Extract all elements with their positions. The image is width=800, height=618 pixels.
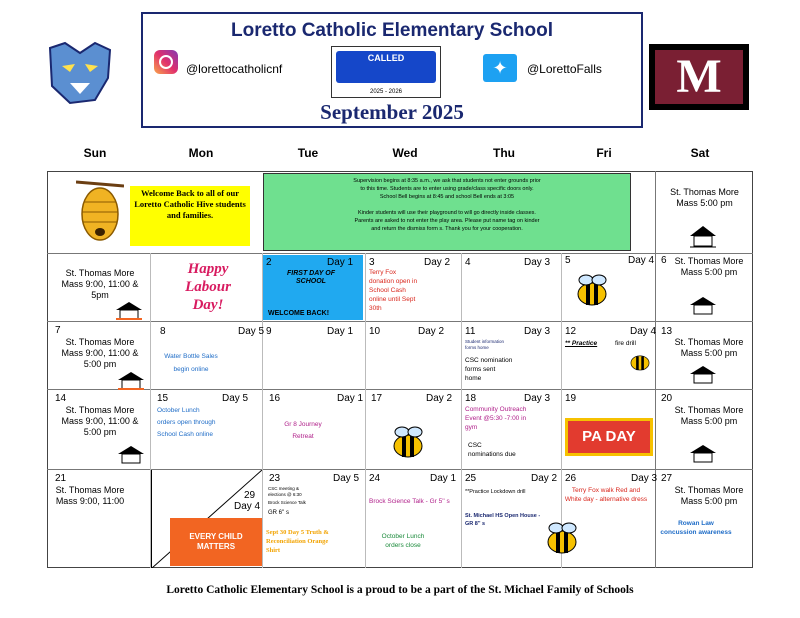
event-text: Brock Science Talk bbox=[268, 500, 306, 505]
rotation-day: Day 5 bbox=[333, 473, 360, 484]
rotation-day: Day 4 bbox=[630, 326, 657, 337]
rotation-day: Day 2 bbox=[418, 326, 445, 337]
date-number: 3 bbox=[369, 257, 375, 268]
event-text: Terry Fox donation open in School Cash online until Sept 30th bbox=[369, 269, 418, 312]
called-logo-year: 2025 - 2026 bbox=[369, 89, 403, 95]
rotation-day: Day 3 bbox=[524, 326, 551, 337]
date-number: 10 bbox=[369, 326, 381, 337]
bee-icon bbox=[570, 274, 614, 308]
mass-time: St. Thomas More Mass 5:00 pm bbox=[674, 485, 744, 506]
event-text: St. Michael HS Open House - GR 8'' s bbox=[465, 513, 541, 527]
called-logo bbox=[331, 46, 441, 98]
notice-line: to this time. Students are to enter using grade/class specific doors only. bbox=[360, 186, 534, 192]
every-child-text: EVERY CHILD MATTERS bbox=[189, 532, 243, 551]
date-number: 13 bbox=[661, 326, 673, 337]
church-icon bbox=[118, 446, 144, 464]
event-text: CSC nominations due bbox=[468, 442, 516, 458]
weekday-fri: Fri bbox=[596, 146, 612, 160]
col-divider bbox=[561, 253, 562, 568]
event-text: FIRST DAY OF SCHOOL bbox=[287, 270, 335, 285]
event-text: Community Outreach Event @5:30 -7:00 in gym bbox=[465, 406, 527, 431]
wildcat-logo bbox=[40, 38, 120, 108]
instagram-handle[interactable]: @lorettocatholicnf bbox=[186, 62, 283, 76]
col-divider bbox=[461, 253, 462, 568]
date-number: 27 bbox=[661, 473, 673, 484]
event-text: Sept 30 Day 5 Truth & Reconciliation Orange Shirt bbox=[266, 529, 329, 554]
rotation-day: Day 3 bbox=[524, 257, 551, 268]
date-number: 29 bbox=[244, 490, 256, 501]
notice-line: Kinder students will use their playground to will go directly inside classes. bbox=[358, 210, 536, 216]
notice-line: Parents are asked to not enter the play area. Please put name tag on kinder bbox=[354, 218, 540, 224]
event-text: WELCOME BACK! bbox=[268, 310, 330, 317]
event-text: Brock Science Talk - Gr 5'' s bbox=[369, 498, 450, 505]
instagram-icon[interactable] bbox=[154, 50, 178, 74]
rotation-day: Day 4 bbox=[628, 255, 655, 266]
date-number: 6 bbox=[661, 255, 667, 266]
date-number: 18 bbox=[465, 393, 477, 404]
date-number: 25 bbox=[465, 473, 477, 484]
rotation-day: Day 1 bbox=[337, 393, 364, 404]
supervision-notice bbox=[263, 173, 631, 251]
event-text: October Lunch orders close bbox=[381, 533, 425, 549]
date-number: 19 bbox=[565, 393, 577, 404]
rotation-day: Day 3 bbox=[631, 473, 658, 484]
notice-line: and return the dismiss form s. Thank you for your cooperation. bbox=[371, 226, 523, 232]
event-text: October Lunch orders open through School Cash online bbox=[157, 407, 216, 438]
date-number: 16 bbox=[269, 393, 281, 404]
mass-time: St. Thomas More Mass 9:00, 11:00 bbox=[55, 485, 125, 506]
weekday-wed: Wed bbox=[392, 146, 418, 160]
mass-time: St. Thomas More Mass 9:00, 11:00 & 5:00 pm bbox=[61, 405, 139, 437]
rotation-day: Day 3 bbox=[524, 393, 551, 404]
event-text: Terry Fox walk Red and White day - alternative dress bbox=[564, 487, 648, 503]
bee-icon bbox=[386, 426, 430, 460]
rotation-day: Day 5 bbox=[238, 326, 265, 337]
mass-time: St. Thomas More Mass 9:00, 11:00 & 5pm bbox=[61, 268, 139, 300]
row-divider bbox=[47, 389, 753, 390]
twitter-icon[interactable]: ✦ bbox=[483, 54, 517, 82]
date-number: 2 bbox=[266, 257, 272, 268]
church-icon bbox=[116, 302, 142, 320]
notice-line: School Bell begins at 8:45 and school Bell ends at 3:05 bbox=[379, 194, 515, 200]
rotation-day: Day 4 bbox=[234, 501, 261, 512]
bee-icon bbox=[540, 522, 584, 556]
beehive-icon bbox=[76, 178, 124, 251]
event-text: fire drill bbox=[615, 340, 636, 347]
church-icon bbox=[690, 297, 716, 315]
called-logo-text: CALLED bbox=[367, 53, 405, 63]
month-title: September 2025 bbox=[320, 100, 464, 124]
event-text: Student information forms home bbox=[465, 339, 505, 350]
weekday-sun: Sun bbox=[83, 146, 107, 160]
twitter-handle[interactable]: @LorettoFalls bbox=[527, 62, 602, 76]
event-text: Water Bottle Sales begin online bbox=[164, 353, 218, 373]
date-number: 8 bbox=[160, 326, 166, 337]
pa-day-banner: PA DAY bbox=[565, 418, 653, 456]
mass-time: St. Thomas More Mass 5:00 pm bbox=[670, 187, 739, 208]
school-title: Loretto Catholic Elementary School bbox=[231, 20, 553, 41]
st-michael-logo bbox=[649, 44, 749, 110]
date-number: 4 bbox=[465, 257, 471, 268]
church-icon bbox=[690, 445, 716, 463]
footer-text: Loretto Catholic Elementary School is a proud to be a part of the St. Michael Family of Schools bbox=[166, 584, 634, 596]
date-number: 7 bbox=[55, 325, 61, 336]
welcome-note: Welcome Back to all of our Loretto Catholic Hive students and families. bbox=[130, 186, 250, 246]
labour-day-graphic: Happy Labour Day! bbox=[185, 261, 231, 313]
event-text: **Practice Lockdown drill bbox=[465, 489, 526, 495]
date-number: 17 bbox=[371, 393, 383, 404]
event-text: CSC meeting & elections @ 6:30 bbox=[268, 486, 302, 497]
col-divider bbox=[655, 171, 656, 568]
notice-line: Supervision begins at 8:35 a.m., we ask that students not enter grounds prior bbox=[353, 178, 541, 184]
row-divider bbox=[47, 253, 753, 254]
every-child-matters-banner bbox=[170, 518, 262, 566]
date-number: 20 bbox=[661, 393, 673, 404]
date-number: 23 bbox=[269, 473, 281, 484]
church-icon bbox=[118, 372, 144, 390]
mass-time: St. Thomas More Mass 9:00, 11:00 & 5:00 pm bbox=[61, 337, 139, 369]
event-text: GR 6'' s bbox=[268, 510, 289, 516]
m-logo-icon: M bbox=[655, 50, 743, 104]
weekday-tue: Tue bbox=[297, 146, 319, 160]
bee-icon bbox=[625, 350, 655, 372]
date-number: 26 bbox=[565, 473, 577, 484]
date-number: 11 bbox=[465, 326, 476, 337]
event-text: Rowan Law concussion awareness bbox=[660, 520, 732, 536]
rotation-day: Day 1 bbox=[327, 257, 354, 268]
date-number: 21 bbox=[55, 473, 67, 484]
mass-time: St. Thomas More Mass 5:00 pm bbox=[674, 256, 744, 277]
weekday-sat: Sat bbox=[690, 146, 710, 160]
row-divider bbox=[47, 321, 753, 322]
rotation-day: Day 1 bbox=[327, 326, 354, 337]
header-box bbox=[141, 12, 643, 128]
church-icon bbox=[690, 366, 716, 384]
rotation-day: Day 5 bbox=[222, 393, 249, 404]
event-text: ** Practice bbox=[565, 340, 598, 347]
event-text: Gr 8 Journey Retreat bbox=[284, 421, 322, 440]
date-number: 15 bbox=[157, 393, 169, 404]
col-divider bbox=[365, 253, 366, 568]
date-number: 14 bbox=[55, 393, 67, 404]
rotation-day: Day 1 bbox=[430, 473, 457, 484]
date-number: 5 bbox=[565, 255, 571, 266]
weekday-mon: Mon bbox=[188, 146, 214, 160]
event-text: CSC nomination forms sent home bbox=[465, 357, 513, 382]
church-icon bbox=[690, 226, 716, 244]
mass-time: St. Thomas More Mass 5:00 pm bbox=[674, 337, 744, 358]
rotation-day: Day 2 bbox=[424, 257, 451, 268]
rotation-day: Day 2 bbox=[531, 473, 558, 484]
date-number: 24 bbox=[369, 473, 381, 484]
date-number: 12 bbox=[565, 326, 577, 337]
mass-time: St. Thomas More Mass 5:00 pm bbox=[674, 405, 744, 426]
rotation-day: Day 2 bbox=[426, 393, 453, 404]
date-number: 9 bbox=[266, 326, 272, 337]
weekday-thu: Thu bbox=[493, 146, 515, 160]
